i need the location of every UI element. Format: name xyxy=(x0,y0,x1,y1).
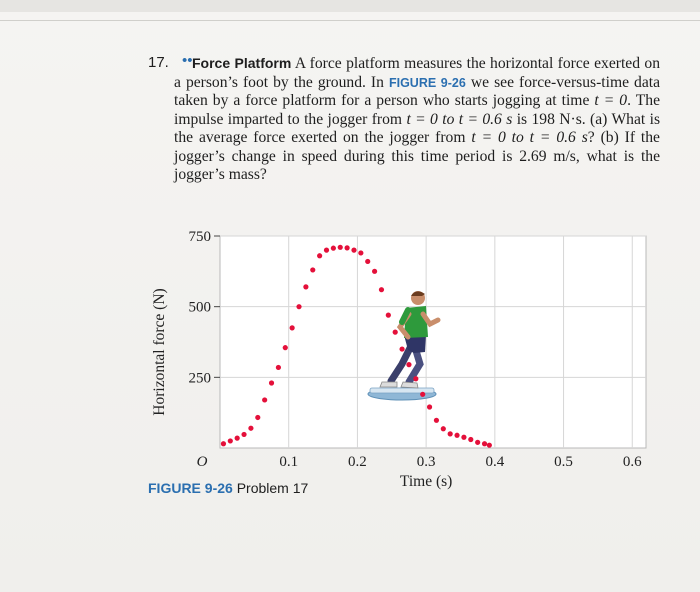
x-axis-label: Time (s) xyxy=(399,473,453,490)
x-tick-label-1: 0.1 xyxy=(279,454,299,470)
data-point-26 xyxy=(399,346,404,351)
data-point-10 xyxy=(290,325,295,330)
data-point-25 xyxy=(393,330,398,335)
data-point-13 xyxy=(310,267,315,272)
x-tick-label-3: 0.3 xyxy=(416,454,436,470)
data-point-19 xyxy=(351,248,356,253)
data-point-20 xyxy=(358,250,363,255)
figure-caption xyxy=(148,480,308,496)
x-tick-label-5: 0.5 xyxy=(554,454,573,470)
problem-text-5: ? (b) If the jogger’s change in speed during this time period is 2.69 m/s, what is the jogger’s mass? xyxy=(174,129,660,183)
data-point-31 xyxy=(434,418,439,423)
top-band xyxy=(0,0,700,12)
data-point-9 xyxy=(283,345,288,350)
data-point-27 xyxy=(406,362,411,367)
data-point-6 xyxy=(262,397,267,402)
data-point-35 xyxy=(461,435,466,440)
data-point-36 xyxy=(468,437,473,442)
data-point-39 xyxy=(487,443,492,448)
data-point-28 xyxy=(413,376,418,381)
problem-number: 17. xyxy=(148,54,169,71)
data-point-14 xyxy=(317,253,322,258)
data-point-17 xyxy=(338,245,343,250)
data-point-3 xyxy=(241,432,246,437)
figure-caption-text: Problem 17 xyxy=(236,480,309,496)
problem-text xyxy=(174,54,660,185)
data-point-0 xyxy=(221,441,226,446)
data-point-38 xyxy=(482,441,487,446)
data-point-30 xyxy=(427,404,432,409)
data-point-15 xyxy=(324,248,329,253)
top-rule xyxy=(0,20,700,21)
x-tick-label-4: 0.4 xyxy=(485,454,505,470)
data-point-16 xyxy=(331,246,336,251)
y-tick-label-1: 500 xyxy=(188,299,211,316)
plot-area xyxy=(220,236,646,448)
y-tick-label-2: 750 xyxy=(188,229,211,245)
data-point-5 xyxy=(255,415,260,420)
problem-text-3: . The impulse imparted to the jogger from xyxy=(174,92,660,128)
problem-title: Force Platform xyxy=(192,55,292,71)
data-point-37 xyxy=(475,440,480,445)
data-point-34 xyxy=(454,433,459,438)
data-point-1 xyxy=(228,438,233,443)
data-point-21 xyxy=(365,259,370,264)
problem-text-1: A force platform measures the horizontal force exerted on a person’s foot by the ground. In xyxy=(174,55,660,91)
data-point-24 xyxy=(386,313,391,318)
data-point-7 xyxy=(269,380,274,385)
data-point-4 xyxy=(248,426,253,431)
problem-text-2: we see force-versus-time data taken by a force platform for a person who starts jogging at time xyxy=(174,73,661,109)
math-range-2: t = 0 to t = 0.6 s xyxy=(471,129,588,146)
data-point-29 xyxy=(420,392,425,397)
data-point-11 xyxy=(296,304,301,309)
x-tick-label-6: 0.6 xyxy=(622,454,642,470)
data-point-2 xyxy=(235,436,240,441)
x-tick-label-0: O xyxy=(196,454,208,470)
data-point-18 xyxy=(345,245,350,250)
data-point-12 xyxy=(303,284,308,289)
math-t0: t = 0 xyxy=(594,92,628,109)
y-tick-label-0: 250 xyxy=(188,370,211,387)
x-tick-label-2: 0.2 xyxy=(348,454,367,470)
figure-caption-label: FIGURE 9-26 xyxy=(148,480,233,496)
y-axis-label: Horizontal force (N) xyxy=(151,288,168,416)
problem-17 xyxy=(148,54,660,185)
data-point-32 xyxy=(441,426,446,431)
math-range-1: t = 0 to t = 0.6 s xyxy=(406,110,513,128)
data-point-8 xyxy=(276,365,281,370)
difficulty-dots: •• xyxy=(182,53,193,69)
data-point-33 xyxy=(448,431,453,436)
data-point-22 xyxy=(372,269,377,274)
plot-background xyxy=(220,236,646,448)
figure-reference: FIGURE 9-26 xyxy=(388,75,466,90)
problem-text-4: is 198 N·s. (a) What is the average force exerted on the jogger from xyxy=(174,110,661,146)
data-point-23 xyxy=(379,287,384,292)
